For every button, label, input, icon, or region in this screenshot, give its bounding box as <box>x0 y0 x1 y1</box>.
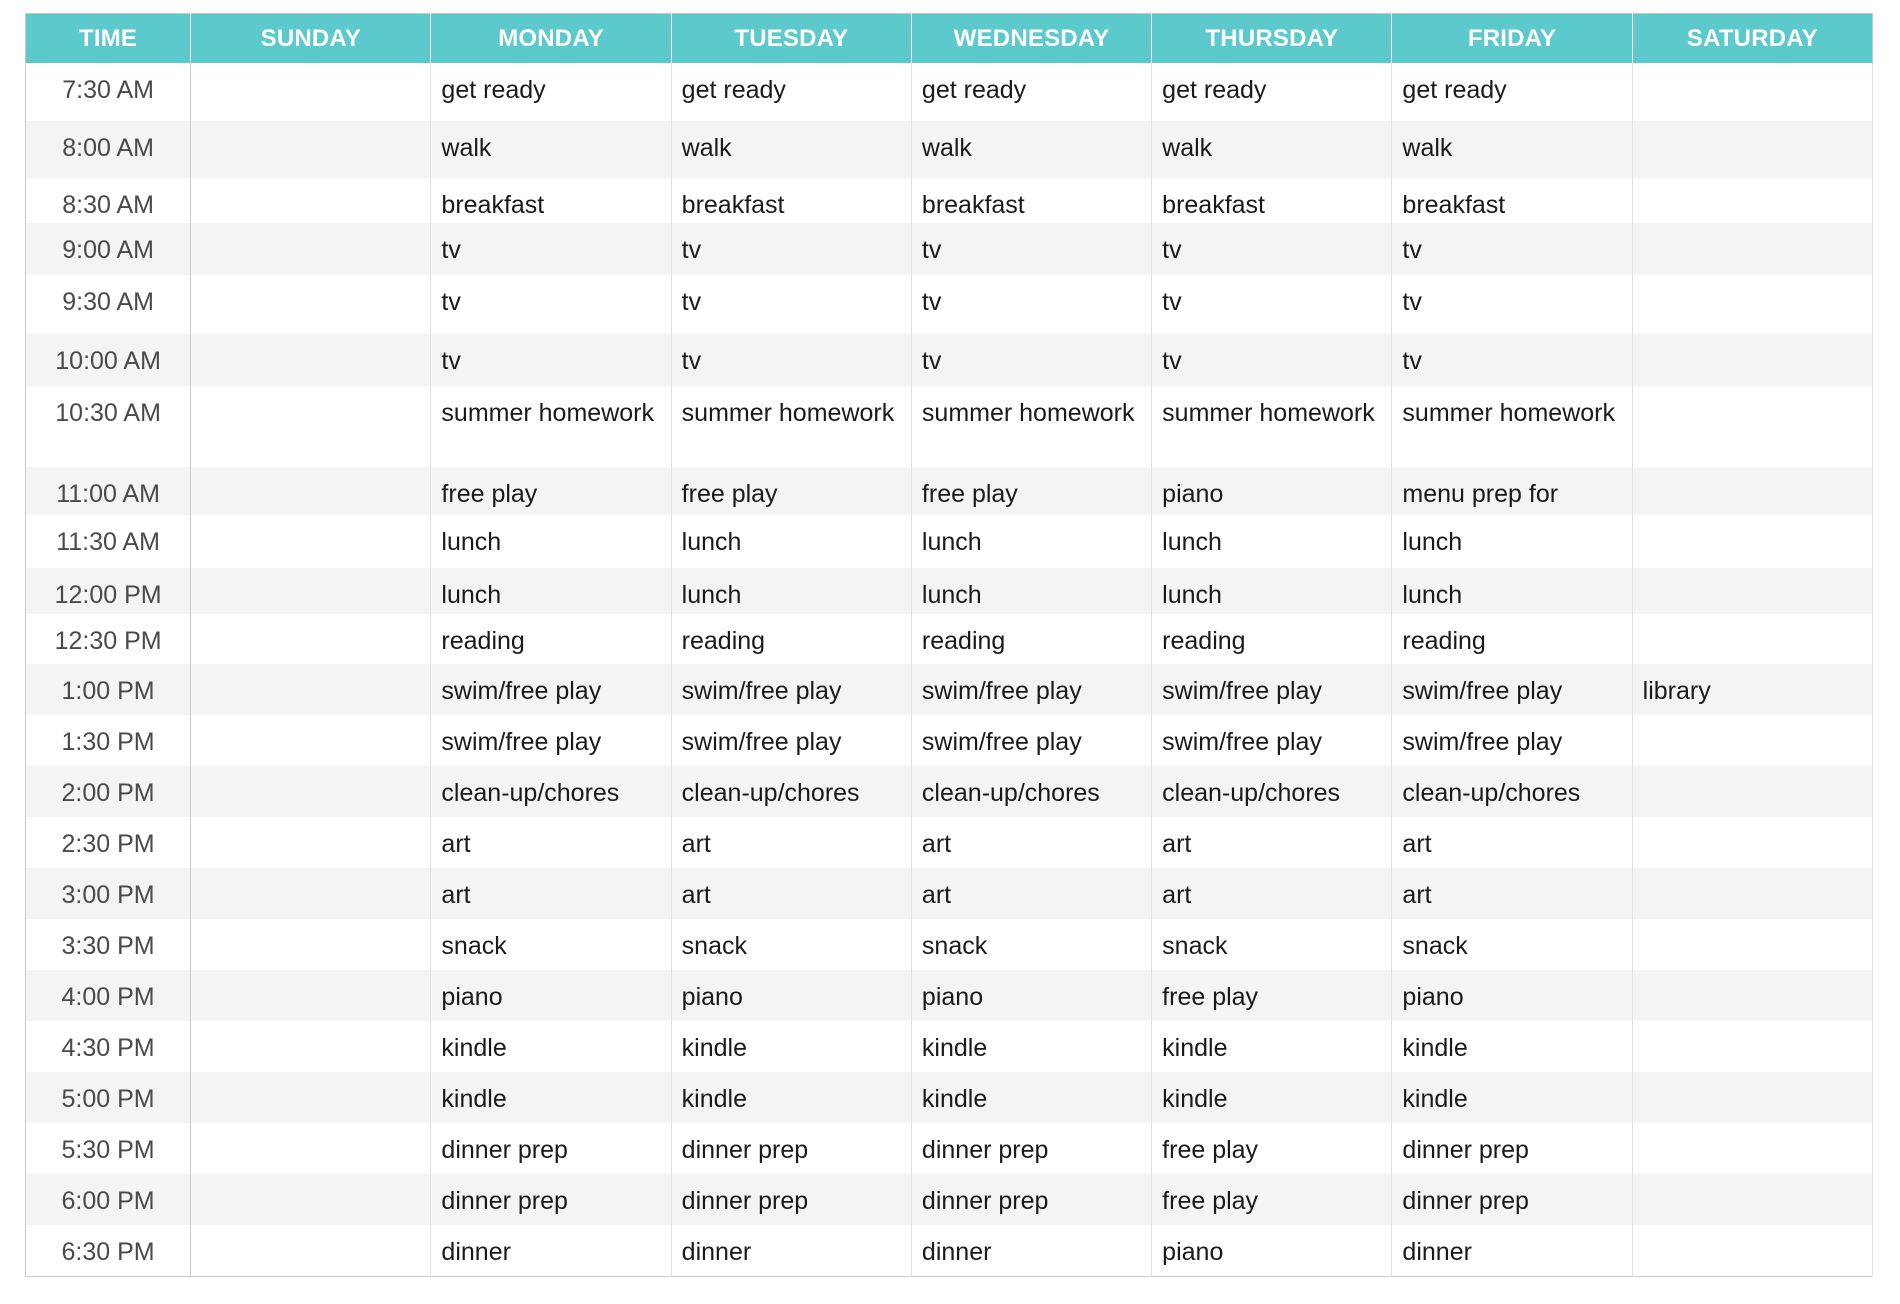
activity-cell-monday: tv <box>431 275 671 334</box>
activity-cell-tuesday: tv <box>671 223 911 275</box>
activity-cell-sunday <box>191 817 431 868</box>
header-wednesday: WEDNESDAY <box>911 14 1151 64</box>
activity-cell-wednesday: dinner prep <box>911 1123 1151 1174</box>
activity-cell-friday: reading <box>1392 614 1632 664</box>
activity-cell-monday: tv <box>431 334 671 386</box>
table-row <box>26 223 1873 275</box>
table-row <box>26 178 1873 223</box>
activity-cell-thursday: reading <box>1152 614 1392 664</box>
activity-cell-sunday <box>191 178 431 223</box>
activity-cell-saturday <box>1632 1225 1872 1276</box>
table-row <box>26 568 1873 614</box>
activity-cell-thursday: piano <box>1152 1225 1392 1276</box>
activity-cell-friday: swim/free play <box>1392 664 1632 715</box>
activity-cell-monday: get ready <box>431 63 671 121</box>
table-row <box>26 1123 1873 1174</box>
header-sunday: SUNDAY <box>191 14 431 64</box>
activity-cell-sunday <box>191 766 431 817</box>
time-cell: 11:00 AM <box>26 467 191 515</box>
activity-cell-sunday <box>191 334 431 386</box>
activity-cell-thursday: free play <box>1152 1174 1392 1225</box>
table-row <box>26 664 1873 715</box>
activity-cell-monday: kindle <box>431 1072 671 1123</box>
activity-cell-sunday <box>191 970 431 1021</box>
activity-cell-wednesday: art <box>911 817 1151 868</box>
activity-cell-friday: piano <box>1392 970 1632 1021</box>
activity-cell-friday: swim/free play <box>1392 715 1632 766</box>
activity-cell-thursday: snack <box>1152 919 1392 970</box>
activity-cell-tuesday: swim/free play <box>671 664 911 715</box>
time-cell: 1:00 PM <box>26 664 191 715</box>
activity-cell-tuesday: snack <box>671 919 911 970</box>
activity-cell-wednesday: dinner prep <box>911 1174 1151 1225</box>
activity-cell-thursday: swim/free play <box>1152 715 1392 766</box>
activity-cell-thursday: clean-up/chores <box>1152 766 1392 817</box>
activity-cell-tuesday: dinner <box>671 1225 911 1276</box>
activity-cell-friday: menu prep for <box>1392 467 1632 515</box>
table-row <box>26 970 1873 1021</box>
activity-cell-sunday <box>191 1123 431 1174</box>
time-cell: 3:00 PM <box>26 868 191 919</box>
activity-cell-saturday <box>1632 568 1872 614</box>
activity-cell-sunday <box>191 919 431 970</box>
time-cell: 11:30 AM <box>26 515 191 568</box>
activity-cell-monday: swim/free play <box>431 664 671 715</box>
activity-cell-thursday: art <box>1152 817 1392 868</box>
time-cell: 4:30 PM <box>26 1021 191 1072</box>
table-row <box>26 334 1873 386</box>
activity-cell-sunday <box>191 568 431 614</box>
activity-cell-friday: kindle <box>1392 1021 1632 1072</box>
time-cell: 8:30 AM <box>26 178 191 223</box>
activity-cell-tuesday: lunch <box>671 568 911 614</box>
activity-cell-tuesday: breakfast <box>671 178 911 223</box>
activity-cell-monday: art <box>431 817 671 868</box>
activity-cell-monday: snack <box>431 919 671 970</box>
activity-cell-wednesday: reading <box>911 614 1151 664</box>
activity-cell-sunday <box>191 1021 431 1072</box>
time-cell: 12:30 PM <box>26 614 191 664</box>
activity-cell-monday: reading <box>431 614 671 664</box>
activity-cell-tuesday: walk <box>671 121 911 178</box>
time-cell: 4:00 PM <box>26 970 191 1021</box>
activity-cell-wednesday: art <box>911 868 1151 919</box>
activity-cell-thursday: lunch <box>1152 568 1392 614</box>
time-cell: 5:00 PM <box>26 1072 191 1123</box>
activity-cell-thursday: art <box>1152 868 1392 919</box>
activity-cell-friday: tv <box>1392 223 1632 275</box>
activity-cell-wednesday: lunch <box>911 568 1151 614</box>
header-thursday: THURSDAY <box>1152 14 1392 64</box>
activity-cell-wednesday: get ready <box>911 63 1151 121</box>
activity-cell-sunday <box>191 275 431 334</box>
time-cell: 6:00 PM <box>26 1174 191 1225</box>
activity-cell-wednesday: summer homework <box>911 386 1151 467</box>
table-row <box>26 1225 1873 1276</box>
time-cell: 3:30 PM <box>26 919 191 970</box>
activity-cell-saturday <box>1632 919 1872 970</box>
activity-cell-saturday <box>1632 715 1872 766</box>
activity-cell-wednesday: lunch <box>911 515 1151 568</box>
activity-cell-tuesday: summer homework <box>671 386 911 467</box>
activity-cell-sunday <box>191 467 431 515</box>
activity-cell-wednesday: kindle <box>911 1021 1151 1072</box>
activity-cell-wednesday: snack <box>911 919 1151 970</box>
activity-cell-saturday <box>1632 121 1872 178</box>
activity-cell-thursday: tv <box>1152 275 1392 334</box>
table-row <box>26 515 1873 568</box>
activity-cell-thursday: lunch <box>1152 515 1392 568</box>
activity-cell-thursday: free play <box>1152 970 1392 1021</box>
activity-cell-thursday: tv <box>1152 223 1392 275</box>
header-row <box>26 14 1873 64</box>
table-row <box>26 919 1873 970</box>
activity-cell-sunday <box>191 515 431 568</box>
activity-cell-sunday <box>191 715 431 766</box>
activity-cell-monday: tv <box>431 223 671 275</box>
activity-cell-saturday <box>1632 63 1872 121</box>
activity-cell-sunday <box>191 63 431 121</box>
activity-cell-saturday <box>1632 515 1872 568</box>
activity-cell-thursday: summer homework <box>1152 386 1392 467</box>
time-cell: 6:30 PM <box>26 1225 191 1276</box>
activity-cell-monday: summer homework <box>431 386 671 467</box>
activity-cell-wednesday: tv <box>911 275 1151 334</box>
activity-cell-sunday <box>191 614 431 664</box>
activity-cell-monday: lunch <box>431 568 671 614</box>
header-time: TIME <box>26 14 191 64</box>
activity-cell-tuesday: tv <box>671 275 911 334</box>
time-cell: 9:30 AM <box>26 275 191 334</box>
activity-cell-friday: snack <box>1392 919 1632 970</box>
activity-cell-wednesday: breakfast <box>911 178 1151 223</box>
table-row <box>26 715 1873 766</box>
header-tuesday: TUESDAY <box>671 14 911 64</box>
activity-cell-sunday <box>191 868 431 919</box>
activity-cell-tuesday: art <box>671 817 911 868</box>
activity-cell-sunday <box>191 223 431 275</box>
activity-cell-monday: walk <box>431 121 671 178</box>
activity-cell-monday: free play <box>431 467 671 515</box>
activity-cell-friday: get ready <box>1392 63 1632 121</box>
activity-cell-tuesday: dinner prep <box>671 1174 911 1225</box>
weekly-schedule-table <box>25 13 1873 1277</box>
activity-cell-thursday: piano <box>1152 467 1392 515</box>
activity-cell-tuesday: dinner prep <box>671 1123 911 1174</box>
table-row <box>26 817 1873 868</box>
activity-cell-monday: kindle <box>431 1021 671 1072</box>
time-cell: 7:30 AM <box>26 63 191 121</box>
activity-cell-saturday <box>1632 334 1872 386</box>
activity-cell-saturday <box>1632 614 1872 664</box>
header-saturday: SATURDAY <box>1632 14 1872 64</box>
activity-cell-friday: walk <box>1392 121 1632 178</box>
activity-cell-sunday <box>191 121 431 178</box>
table-row <box>26 766 1873 817</box>
activity-cell-friday: art <box>1392 817 1632 868</box>
time-cell: 10:30 AM <box>26 386 191 467</box>
activity-cell-saturday <box>1632 868 1872 919</box>
activity-cell-wednesday: swim/free play <box>911 664 1151 715</box>
activity-cell-saturday <box>1632 275 1872 334</box>
table-row <box>26 614 1873 664</box>
activity-cell-friday: clean-up/chores <box>1392 766 1632 817</box>
activity-cell-thursday: breakfast <box>1152 178 1392 223</box>
activity-cell-tuesday: kindle <box>671 1021 911 1072</box>
time-cell: 1:30 PM <box>26 715 191 766</box>
activity-cell-saturday <box>1632 1021 1872 1072</box>
activity-cell-sunday <box>191 386 431 467</box>
activity-cell-monday: breakfast <box>431 178 671 223</box>
activity-cell-friday: dinner prep <box>1392 1123 1632 1174</box>
activity-cell-friday: dinner <box>1392 1225 1632 1276</box>
activity-cell-friday: lunch <box>1392 568 1632 614</box>
table-row <box>26 1174 1873 1225</box>
activity-cell-thursday: free play <box>1152 1123 1392 1174</box>
activity-cell-tuesday: get ready <box>671 63 911 121</box>
activity-cell-tuesday: free play <box>671 467 911 515</box>
table-row <box>26 63 1873 121</box>
time-cell: 2:30 PM <box>26 817 191 868</box>
time-cell: 12:00 PM <box>26 568 191 614</box>
activity-cell-wednesday: swim/free play <box>911 715 1151 766</box>
table-row <box>26 275 1873 334</box>
activity-cell-thursday: tv <box>1152 334 1392 386</box>
time-cell: 10:00 AM <box>26 334 191 386</box>
activity-cell-monday: piano <box>431 970 671 1021</box>
activity-cell-tuesday: kindle <box>671 1072 911 1123</box>
activity-cell-monday: clean-up/chores <box>431 766 671 817</box>
activity-cell-monday: dinner prep <box>431 1123 671 1174</box>
activity-cell-friday: tv <box>1392 275 1632 334</box>
activity-cell-wednesday: tv <box>911 334 1151 386</box>
activity-cell-saturday <box>1632 1174 1872 1225</box>
table-row <box>26 868 1873 919</box>
table-row <box>26 1021 1873 1072</box>
activity-cell-saturday <box>1632 1123 1872 1174</box>
activity-cell-friday: art <box>1392 868 1632 919</box>
table-row <box>26 467 1873 515</box>
activity-cell-friday: kindle <box>1392 1072 1632 1123</box>
activity-cell-monday: dinner prep <box>431 1174 671 1225</box>
activity-cell-wednesday: tv <box>911 223 1151 275</box>
activity-cell-wednesday: walk <box>911 121 1151 178</box>
activity-cell-friday: breakfast <box>1392 178 1632 223</box>
activity-cell-saturday <box>1632 766 1872 817</box>
activity-cell-thursday: kindle <box>1152 1072 1392 1123</box>
activity-cell-saturday <box>1632 386 1872 467</box>
activity-cell-thursday: walk <box>1152 121 1392 178</box>
activity-cell-friday: lunch <box>1392 515 1632 568</box>
activity-cell-wednesday: piano <box>911 970 1151 1021</box>
table-row <box>26 386 1873 467</box>
activity-cell-thursday: swim/free play <box>1152 664 1392 715</box>
header-monday: MONDAY <box>431 14 671 64</box>
activity-cell-sunday <box>191 1072 431 1123</box>
activity-cell-tuesday: swim/free play <box>671 715 911 766</box>
activity-cell-tuesday: clean-up/chores <box>671 766 911 817</box>
time-cell: 9:00 AM <box>26 223 191 275</box>
activity-cell-friday: dinner prep <box>1392 1174 1632 1225</box>
table-row <box>26 121 1873 178</box>
activity-cell-saturday <box>1632 467 1872 515</box>
activity-cell-tuesday: art <box>671 868 911 919</box>
activity-cell-sunday <box>191 664 431 715</box>
activity-cell-saturday: library <box>1632 664 1872 715</box>
activity-cell-wednesday: clean-up/chores <box>911 766 1151 817</box>
activity-cell-saturday <box>1632 817 1872 868</box>
time-cell: 2:00 PM <box>26 766 191 817</box>
time-cell: 5:30 PM <box>26 1123 191 1174</box>
activity-cell-monday: art <box>431 868 671 919</box>
activity-cell-monday: swim/free play <box>431 715 671 766</box>
table-row <box>26 1072 1873 1123</box>
activity-cell-saturday <box>1632 970 1872 1021</box>
activity-cell-monday: dinner <box>431 1225 671 1276</box>
activity-cell-sunday <box>191 1174 431 1225</box>
activity-cell-wednesday: kindle <box>911 1072 1151 1123</box>
activity-cell-friday: summer homework <box>1392 386 1632 467</box>
activity-cell-thursday: get ready <box>1152 63 1392 121</box>
activity-cell-tuesday: lunch <box>671 515 911 568</box>
activity-cell-friday: tv <box>1392 334 1632 386</box>
activity-cell-saturday <box>1632 223 1872 275</box>
activity-cell-monday: lunch <box>431 515 671 568</box>
activity-cell-thursday: kindle <box>1152 1021 1392 1072</box>
activity-cell-wednesday: free play <box>911 467 1151 515</box>
activity-cell-tuesday: piano <box>671 970 911 1021</box>
schedule-body <box>26 63 1873 1276</box>
activity-cell-saturday <box>1632 178 1872 223</box>
activity-cell-saturday <box>1632 1072 1872 1123</box>
time-cell: 8:00 AM <box>26 121 191 178</box>
activity-cell-tuesday: reading <box>671 614 911 664</box>
activity-cell-wednesday: dinner <box>911 1225 1151 1276</box>
activity-cell-sunday <box>191 1225 431 1276</box>
activity-cell-tuesday: tv <box>671 334 911 386</box>
header-friday: FRIDAY <box>1392 14 1632 64</box>
